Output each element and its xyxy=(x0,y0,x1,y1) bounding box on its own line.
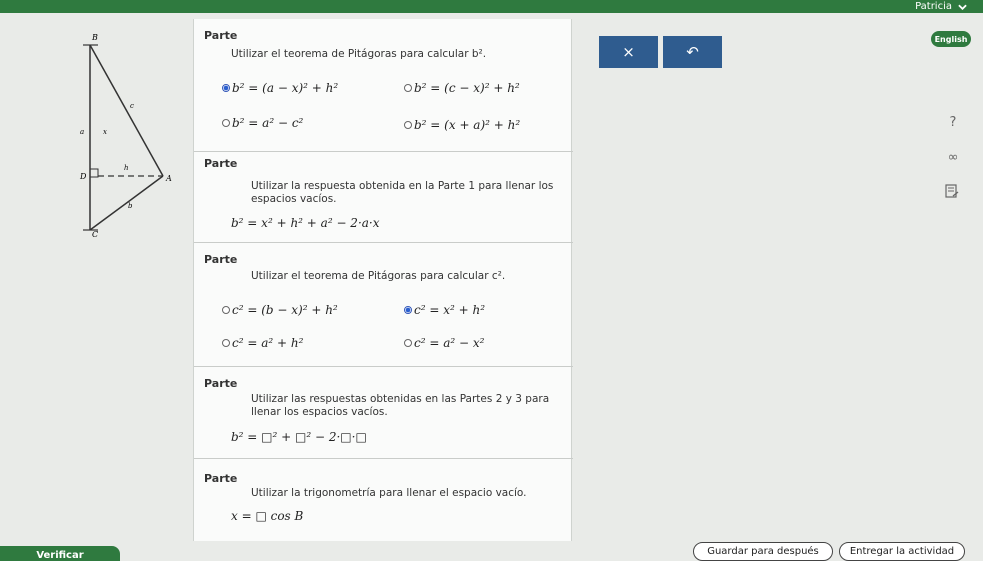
option-text: b² = (a − x)² + h² xyxy=(232,81,339,95)
submit-activity-label: Entregar la actividad xyxy=(849,546,955,557)
part-2-title: Parte xyxy=(204,157,238,170)
radio-button[interactable] xyxy=(222,84,230,92)
part-5-instruction: Utilizar la trigonometría para llenar el espacio vacío. xyxy=(251,487,527,499)
part-3-instruction: Utilizar el teorema de Pitágoras para calcular c². xyxy=(251,270,506,282)
part-1-title: Parte xyxy=(204,29,238,42)
part-2-expression[interactable] xyxy=(231,216,380,230)
part-2 xyxy=(194,152,573,243)
part-1 xyxy=(194,19,573,152)
language-label: English xyxy=(934,34,968,44)
label-a: a xyxy=(80,128,85,136)
label-b: b xyxy=(128,202,133,210)
part-4-instruction: Utilizar las respuestas obtenidas en las Partes 2 y 3 para llenar los espacios vacíos. xyxy=(251,393,550,418)
part-5-expression[interactable] xyxy=(231,509,303,523)
option-text: c² = (b − x)² + h² xyxy=(232,303,338,317)
part-3-option-2[interactable] xyxy=(404,303,485,317)
part-1-option-2[interactable] xyxy=(404,81,520,95)
part-4-expression[interactable] xyxy=(231,430,367,444)
radio-button[interactable] xyxy=(404,339,412,347)
label-c: c xyxy=(130,102,134,110)
part-2-instruction: Utilizar la respuesta obtenida en la Parte 1 para llenar los espacios vacíos. xyxy=(251,180,554,205)
option-text: c² = a² + h² xyxy=(232,336,304,350)
label-D: D xyxy=(80,172,87,181)
radio-button[interactable] xyxy=(222,306,230,314)
part-4 xyxy=(194,367,573,459)
user-menu[interactable] xyxy=(915,0,967,14)
submit-activity-button[interactable] xyxy=(839,542,965,561)
close-button[interactable] xyxy=(599,36,658,68)
option-text: b² = (x + a)² + h² xyxy=(414,118,521,132)
question-card xyxy=(193,19,572,541)
radio-button[interactable] xyxy=(404,306,412,314)
help-icon[interactable]: ? xyxy=(949,115,957,130)
save-later-button[interactable] xyxy=(693,542,833,561)
notes-icon[interactable] xyxy=(945,184,959,198)
expression-text: b² = x² + h² + a² − 2·a·x xyxy=(231,216,380,230)
radio-button[interactable] xyxy=(222,339,230,347)
part-1-option-1[interactable] xyxy=(222,81,338,95)
option-text: b² = (c − x)² + h² xyxy=(414,81,520,95)
label-C: C xyxy=(92,230,99,239)
part-1-option-3[interactable] xyxy=(222,116,303,130)
expression-text: b² = □² + □² − 2·□·□ xyxy=(231,430,367,444)
option-text: b² = a² − c² xyxy=(232,116,304,130)
radio-button[interactable] xyxy=(222,119,230,127)
part-5 xyxy=(194,459,573,541)
save-later-label: Guardar para después xyxy=(707,546,819,557)
label-A: A xyxy=(166,174,172,183)
part-3-option-4[interactable] xyxy=(404,336,484,350)
option-text: c² = a² − x² xyxy=(414,336,485,350)
label-B: B xyxy=(92,33,98,42)
infinity-icon[interactable]: ∞ xyxy=(947,150,959,165)
part-1-instruction: Utilizar el teorema de Pitágoras para calcular b². xyxy=(231,48,487,60)
radio-button[interactable] xyxy=(404,121,412,129)
label-x: x xyxy=(103,128,107,136)
user-name: Patricia xyxy=(915,1,952,12)
label-h: h xyxy=(124,164,129,172)
option-text: c² = x² + h² xyxy=(414,303,486,317)
triangle-figure xyxy=(78,30,188,240)
part-3 xyxy=(194,243,573,367)
radio-button[interactable] xyxy=(404,84,412,92)
verify-label: Verificar xyxy=(36,550,84,561)
verify-button[interactable] xyxy=(0,546,120,561)
undo-icon: ↶ xyxy=(686,43,699,61)
part-1-option-4[interactable] xyxy=(404,118,520,132)
part-3-title: Parte xyxy=(204,253,238,266)
part-3-option-1[interactable] xyxy=(222,303,338,317)
language-button[interactable] xyxy=(931,31,971,47)
part-3-option-3[interactable] xyxy=(222,336,303,350)
part-4-title: Parte xyxy=(204,377,238,390)
expression-text: x = □ cos B xyxy=(231,509,304,523)
undo-button[interactable] xyxy=(663,36,722,68)
close-icon: × xyxy=(622,43,635,61)
part-5-title: Parte xyxy=(204,472,238,485)
chevron-down-icon xyxy=(958,4,967,10)
